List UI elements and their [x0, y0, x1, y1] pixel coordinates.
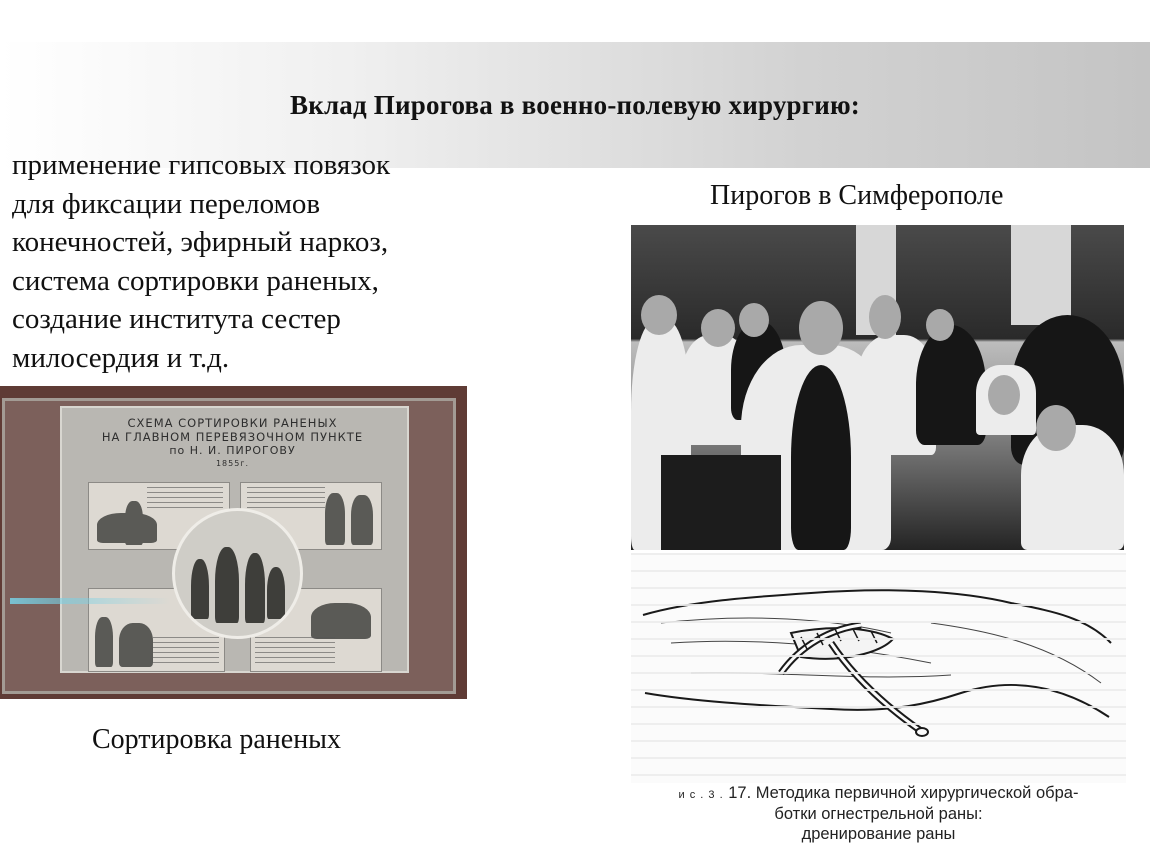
slide-title: Вклад Пирогова в военно-полевую хирургию: — [289, 90, 860, 120]
scheme-heading-2: НА ГЛАВНОМ ПЕРЕВЯЗОЧНОМ ПУНКТЕ — [101, 430, 364, 444]
scheme-figure — [95, 617, 113, 667]
faint-background-text — [631, 553, 1126, 783]
scheme-heading-3: по Н. И. ПИРОГОВУ — [169, 444, 296, 457]
photo-glare — [10, 598, 170, 604]
figure-head — [701, 309, 735, 347]
scheme-figure — [267, 567, 285, 619]
figure-head — [641, 295, 677, 335]
scheme-figure — [245, 553, 265, 623]
figure-caption-line-3: дренирование раны — [801, 825, 956, 843]
body-text — [12, 146, 452, 377]
scheme-panel-text — [255, 637, 335, 663]
scheme-year: 1855г. — [215, 459, 250, 468]
scheme-figure — [119, 623, 153, 667]
body-line: применение гипсовых повязок — [12, 149, 391, 181]
body-line: создание института сестер — [12, 303, 341, 335]
body-line: конечностей, эфирный наркоз, — [12, 226, 389, 258]
scheme-figure — [215, 547, 239, 623]
figure-head — [1036, 405, 1076, 451]
wounded-soldier — [1021, 425, 1124, 550]
window-light — [1011, 225, 1071, 325]
scheme-panel-text — [147, 487, 223, 509]
body-line: милосердия и т.д. — [12, 341, 230, 374]
figure-caption-text-1: 17. Методика первичной хирургической обра- — [728, 784, 1079, 802]
figure-head — [739, 303, 769, 337]
scheme-center-circle — [172, 508, 303, 639]
nurse-face — [988, 375, 1020, 415]
scheme-heading-1: СХЕМА СОРТИРОВКИ РАНЕНЫХ — [127, 416, 338, 430]
scheme-figure — [311, 603, 371, 639]
scheme-figure — [125, 501, 143, 545]
figure-caption-line-2: ботки огнестрельной раны: — [774, 805, 983, 823]
figure-caption-line-1 — [631, 784, 1126, 803]
figure-number-prefix: и с . 3 . — [678, 789, 724, 801]
pirogov-painting — [631, 225, 1124, 550]
pirogov-head — [799, 301, 843, 355]
body-line: система сортировки раненых, — [12, 264, 379, 297]
scheme-panel-text — [247, 487, 325, 509]
scheme-figure — [191, 559, 209, 619]
operating-table — [661, 455, 781, 550]
figure-head — [869, 295, 901, 339]
wound-drainage-drawing — [631, 553, 1126, 783]
scheme-panel-text — [153, 637, 219, 663]
sorting-scheme-photo — [0, 386, 467, 699]
figure-head — [926, 309, 954, 341]
body-line: для фиксации переломов — [12, 187, 321, 220]
scheme-figure — [325, 493, 345, 545]
scheme-figure — [351, 495, 373, 545]
caption-pirogov-simferopol: Пирогов в Симферополе — [710, 180, 1004, 211]
pirogov-apron — [791, 365, 851, 550]
caption-sorting-wounded: Сортировка раненых — [92, 724, 341, 755]
